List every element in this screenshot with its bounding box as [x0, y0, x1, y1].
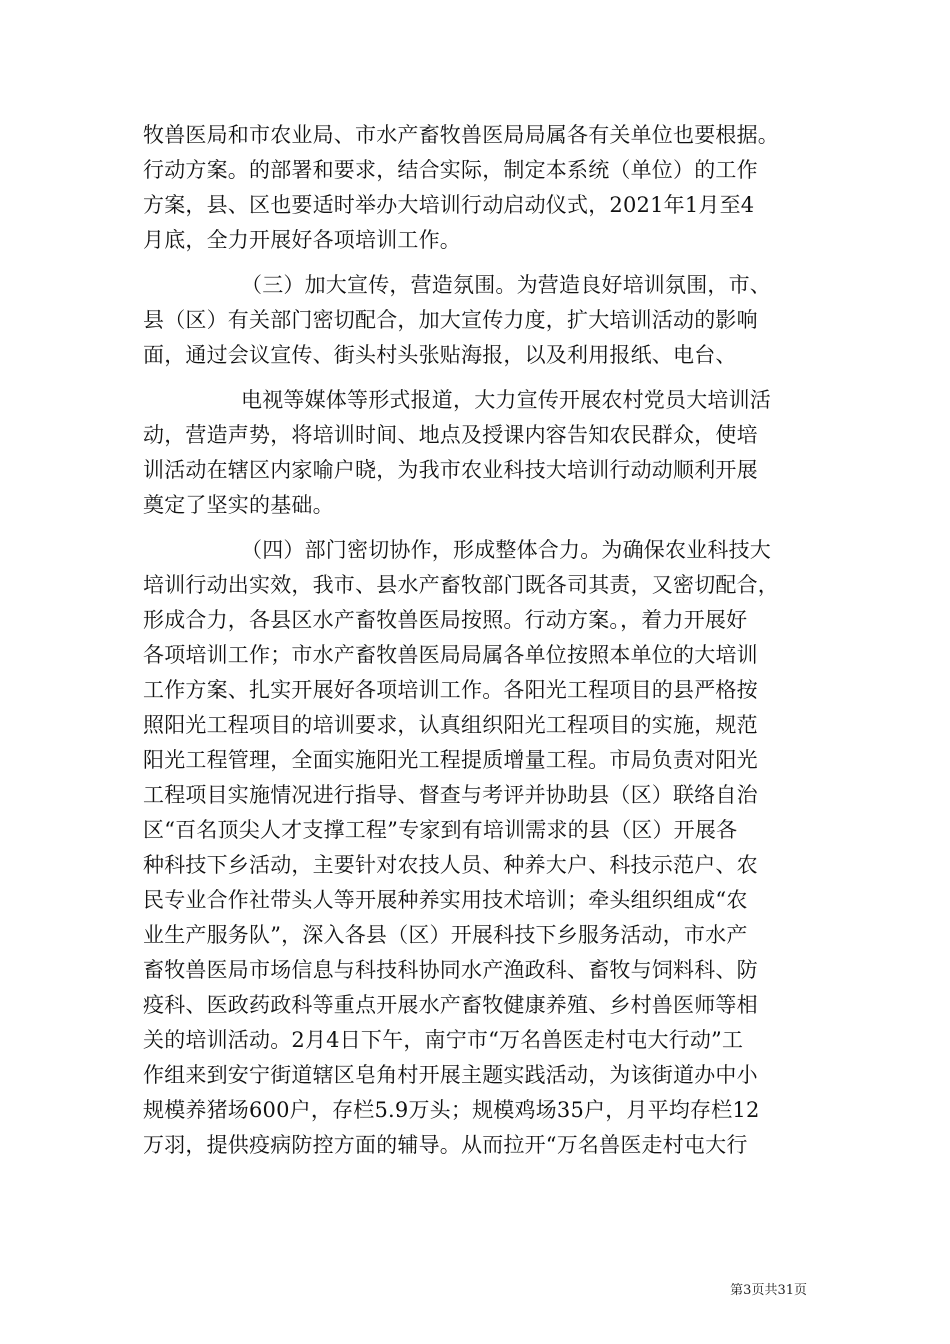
text-line: 种科技下乡活动，主要针对农技人员、种养大户、科技示范户、农: [143, 853, 758, 877]
body-text: [143, 118, 813, 1163]
text-line: 万羽，提供疫病防控方面的辅导。从而拉开“万名兽医走村屯大行: [143, 1133, 748, 1157]
text-line: 县（区）有关部门密切配合，加大宣传力度，扩大培训活动的影响: [143, 308, 758, 332]
text-line: 面，通过会议宣传、街头村头张贴海报，以及利用报纸、电台、: [143, 343, 737, 367]
text-line: 月底，全力开展好各项培训工作。: [143, 228, 461, 252]
paragraph-2: [143, 268, 813, 373]
paragraph-3: [143, 383, 813, 523]
text-line: 牧兽医局和市农业局、市水产畜牧兽医局局属各有关单位也要根据。: [143, 123, 779, 147]
text-line: 形成合力，各县区水产畜牧兽医局按照。行动方案。，着力开展好: [143, 608, 748, 632]
text-line: 方案，县、区也要适时举办大培训行动启动仪式，2021年1月至4: [143, 193, 755, 217]
text-line: 工作方案、扎实开展好各项培训工作。各阳光工程项目的县严格按: [143, 678, 758, 702]
paragraph-4: [143, 533, 813, 1163]
text-line: 动，营造声势，将培训时间、地点及授课内容告知农民群众，使培: [143, 423, 758, 447]
text-line: 疫科、医政药政科等重点开展水产畜牧健康养殖、乡村兽医师等相: [143, 993, 758, 1017]
text-line: 作组来到安宁街道辖区皂角村开展主题实践活动，为该街道办中小: [143, 1063, 758, 1087]
text-line: 电视等媒体等形式报道，大力宣传开展农村党员大培训活: [241, 388, 771, 412]
text-line: 各项培训工作；市水产畜牧兽医局局属各单位按照本单位的大培训: [143, 643, 758, 667]
text-line: 规模养猪场600户，存栏5.9万头；规模鸡场35户，月平均存栏12: [143, 1098, 760, 1122]
text-line: 工程项目实施情况进行指导、督查与考评并协助县（区）联络自治: [143, 783, 758, 807]
text-line: 阳光工程管理，全面实施阳光工程提质增量工程。市局负责对阳光: [143, 748, 758, 772]
text-line: 训活动在辖区内家喻户晓，为我市农业科技大培训行动动顺利开展: [143, 458, 758, 482]
text-line: 畜牧兽医局市场信息与科技科协同水产渔政科、畜牧与饲料科、防: [143, 958, 758, 982]
paragraph-1: [143, 118, 813, 258]
text-line: 民专业合作社带头人等开展种养实用技术培训；牵头组织组成“农: [143, 888, 748, 912]
section-heading-line: （四）部门密切协作，形成整体合力。为确保农业科技大: [241, 538, 771, 562]
section-heading-line: （三）加大宣传，营造氛围。为营造良好培训氛围，市、: [241, 273, 771, 297]
text-line: 奠定了坚实的基础。: [143, 493, 334, 517]
text-line: 照阳光工程项目的培训要求，认真组织阳光工程项目的实施，规范: [143, 713, 758, 737]
page-number-footer: 第3页共31页: [730, 1283, 807, 1298]
text-line: 业生产服务队”，深入各县（区）开展科技下乡服务活动，市水产: [143, 923, 748, 947]
text-line: 行动方案。的部署和要求，结合实际，制定本系统（单位）的工作: [143, 158, 758, 182]
text-line: 关的培训活动。2月4日下午，南宁市“万名兽医走村屯大行动”工: [143, 1028, 744, 1052]
text-line: 区“百名顶尖人才支撑工程”专家到有培训需求的县（区）开展各: [143, 818, 738, 842]
text-line: 培训行动出实效，我市、县水产畜牧部门既各司其责，又密切配合，: [143, 573, 779, 597]
